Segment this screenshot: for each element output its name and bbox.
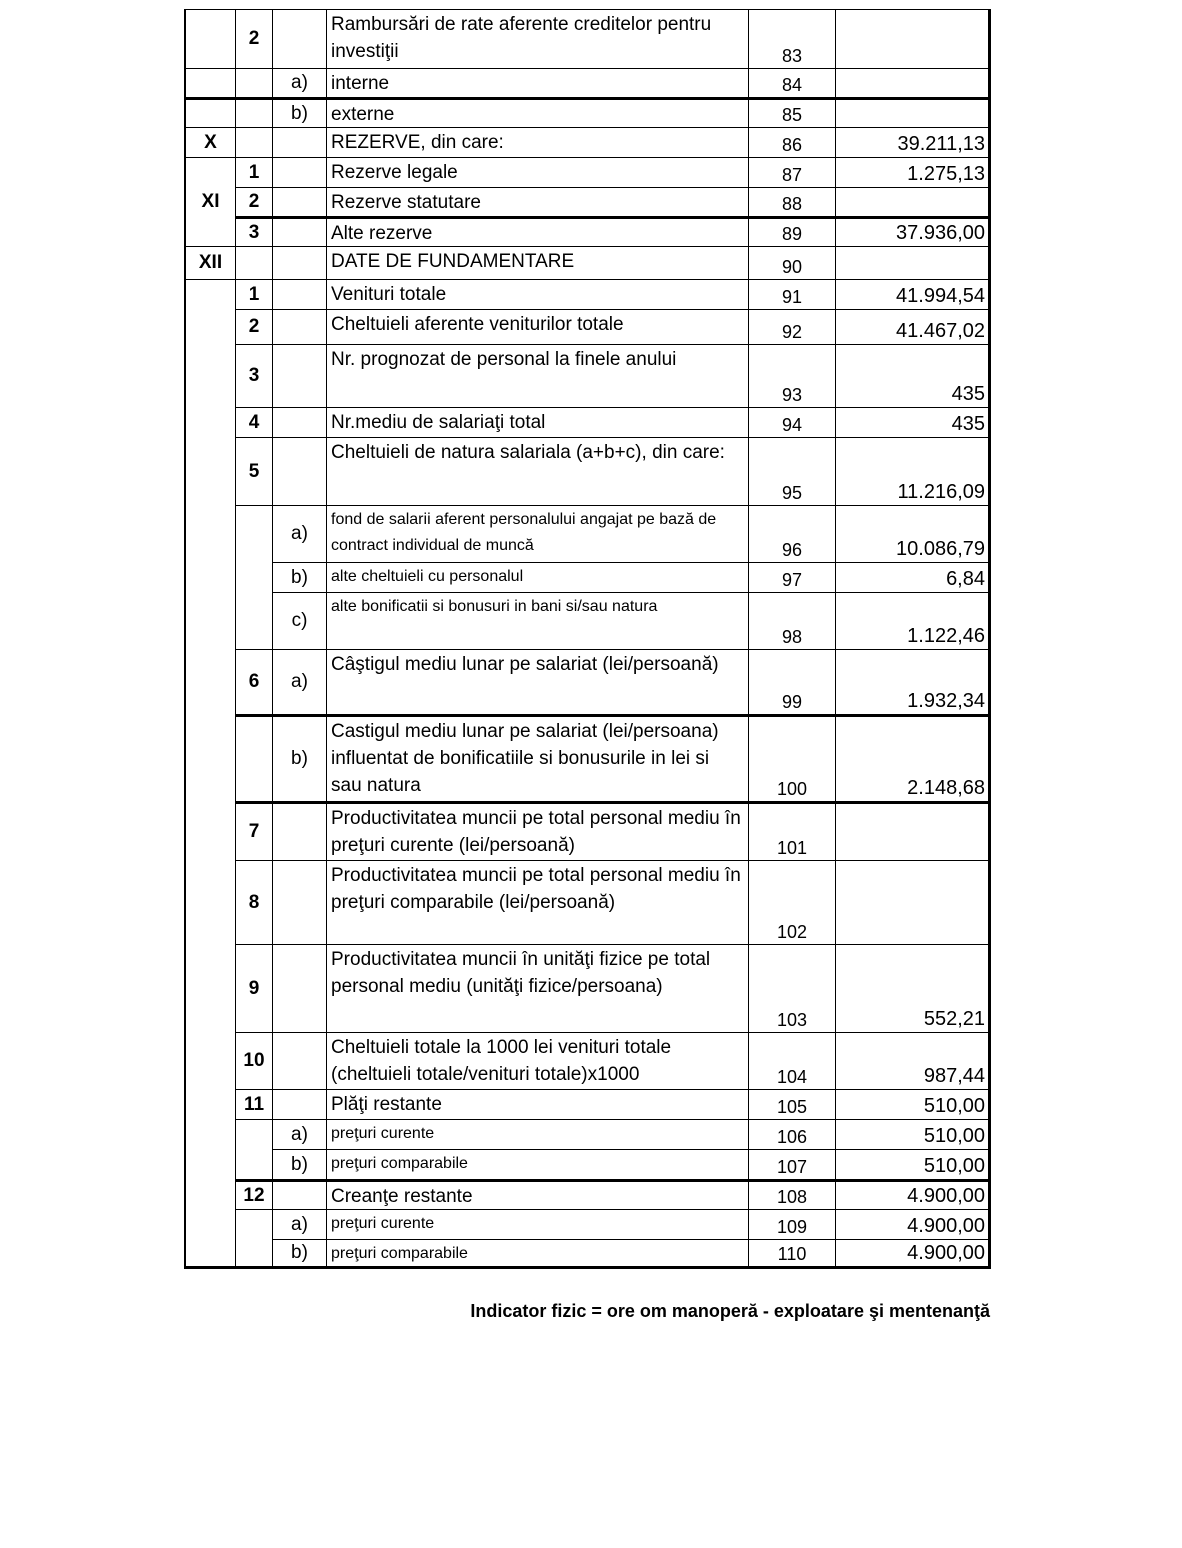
row-code-cell: 88: [748, 187, 836, 217]
sub-letter-cell: [272, 801, 327, 861]
sub-letter-cell: [272, 944, 327, 1033]
description-cell: Rambursări de rate aferente creditelor pentru investiţii: [326, 9, 749, 69]
item-number-cell: [235, 68, 273, 98]
value-cell: [835, 246, 991, 280]
description-cell: Castigul mediu lunar pe salariat (lei/persoana) influentat de bonificatiile si bonusurile in lei si sau natura: [326, 714, 749, 802]
item-number-cell: 11: [235, 1089, 273, 1120]
sub-letter-cell: [272, 9, 327, 69]
row-code-cell: 105: [748, 1089, 836, 1120]
description-cell: REZERVE, din care:: [326, 127, 749, 158]
row-code-cell: 86: [748, 127, 836, 158]
sub-letter-cell: [272, 344, 327, 408]
item-number-cell: 2: [235, 309, 273, 345]
row-code-cell: 84: [748, 68, 836, 98]
value-cell: [835, 97, 991, 128]
row-code-cell: 96: [748, 505, 836, 563]
value-cell: 10.086,79: [835, 505, 991, 563]
description-cell: Cheltuieli aferente veniturilor totale: [326, 309, 749, 345]
item-number-cell: 1: [235, 279, 273, 310]
row-code-cell: 92: [748, 309, 836, 345]
item-number-cell: [235, 714, 273, 802]
row-code-cell: 87: [748, 157, 836, 188]
row-code-cell: 94: [748, 407, 836, 438]
value-cell: 435: [835, 344, 991, 408]
sub-letter-cell: [272, 127, 327, 158]
sub-letter-cell: [272, 437, 327, 506]
item-number-cell: 1: [235, 157, 273, 188]
item-number-cell: 2: [235, 9, 273, 69]
description-cell: Rezerve legale: [326, 157, 749, 188]
section-roman-cell: [184, 9, 236, 69]
row-code-cell: 89: [748, 216, 836, 247]
item-number-cell: [235, 127, 273, 158]
row-code-cell: 83: [748, 9, 836, 69]
row-code-cell: 103: [748, 944, 836, 1033]
item-number-cell: [235, 97, 273, 128]
value-cell: [835, 68, 991, 98]
item-number-cell: [235, 505, 273, 650]
item-number-cell: 2: [235, 187, 273, 217]
sub-letter-cell: [272, 1089, 327, 1120]
description-cell: preţuri comparabile: [326, 1149, 749, 1180]
description-cell: DATE DE FUNDAMENTARE: [326, 246, 749, 280]
item-number-cell: 3: [235, 216, 273, 247]
row-code-cell: 102: [748, 860, 836, 945]
row-code-cell: 109: [748, 1209, 836, 1240]
description-cell: preţuri curente: [326, 1119, 749, 1150]
value-cell: 435: [835, 407, 991, 438]
sub-letter-cell: b): [272, 1149, 327, 1180]
description-cell: Productivitatea muncii pe total personal mediu în preţuri curente (lei/persoană): [326, 801, 749, 861]
value-cell: 510,00: [835, 1119, 991, 1150]
description-cell: Nr.mediu de salariaţi total: [326, 407, 749, 438]
row-code-cell: 110: [748, 1239, 836, 1269]
sub-letter-cell: b): [272, 714, 327, 802]
row-code-cell: 108: [748, 1179, 836, 1210]
sub-letter-cell: b): [272, 97, 327, 128]
sub-letter-cell: [272, 187, 327, 217]
value-cell: 987,44: [835, 1032, 991, 1090]
value-cell: 37.936,00: [835, 216, 991, 247]
value-cell: 2.148,68: [835, 714, 991, 802]
sub-letter-cell: [272, 216, 327, 247]
description-cell: alte cheltuieli cu personalul: [326, 562, 749, 593]
description-cell: Nr. prognozat de personal la finele anului: [326, 344, 749, 408]
description-cell: Alte rezerve: [326, 216, 749, 247]
description-cell: preţuri curente: [326, 1209, 749, 1240]
description-cell: Productivitatea muncii în unităţi fizice pe total personal mediu (unităţi fizice/persoana): [326, 944, 749, 1033]
item-number-cell: 5: [235, 437, 273, 506]
sub-letter-cell: [272, 860, 327, 945]
sub-letter-cell: a): [272, 1119, 327, 1150]
section-roman-cell: [184, 279, 236, 1269]
row-code-cell: 99: [748, 649, 836, 715]
row-code-cell: 101: [748, 801, 836, 861]
row-code-cell: 95: [748, 437, 836, 506]
section-roman-cell: [184, 97, 236, 128]
item-number-cell: 8: [235, 860, 273, 945]
description-cell: Productivitatea muncii pe total personal mediu în preţuri comparabile (lei/persoană): [326, 860, 749, 945]
description-cell: Cheltuieli de natura salariala (a+b+c), din care:: [326, 437, 749, 506]
row-code-cell: 90: [748, 246, 836, 280]
section-roman-cell: [184, 68, 236, 98]
sub-letter-cell: [272, 407, 327, 438]
sub-letter-cell: b): [272, 1239, 327, 1269]
description-cell: preţuri comparabile: [326, 1239, 749, 1269]
item-number-cell: 4: [235, 407, 273, 438]
value-cell: 11.216,09: [835, 437, 991, 506]
footnote-physical-indicator: Indicator fizic = ore om manoperă - exploatare şi mentenanţă: [470, 1301, 990, 1321]
description-cell: Cheltuieli totale la 1000 lei venituri totale (cheltuieli totale/venituri totale)x1000: [326, 1032, 749, 1090]
value-cell: 510,00: [835, 1089, 991, 1120]
item-number-cell: [235, 1209, 273, 1269]
description-cell: Plăţi restante: [326, 1089, 749, 1120]
sub-letter-cell: [272, 309, 327, 345]
value-cell: [835, 860, 991, 945]
description-cell: Venituri totale: [326, 279, 749, 310]
item-number-cell: 12: [235, 1179, 273, 1210]
row-code-cell: 85: [748, 97, 836, 128]
sub-letter-cell: [272, 1032, 327, 1090]
sub-letter-cell: b): [272, 562, 327, 593]
row-code-cell: 91: [748, 279, 836, 310]
sub-letter-cell: c): [272, 592, 327, 650]
description-cell: Creanţe restante: [326, 1179, 749, 1210]
description-cell: Rezerve statutare: [326, 187, 749, 217]
sub-letter-cell: a): [272, 505, 327, 563]
description-cell: alte bonificatii si bonusuri in bani si/sau natura: [326, 592, 749, 650]
sub-letter-cell: a): [272, 1209, 327, 1240]
sub-letter-cell: [272, 157, 327, 188]
section-roman-cell: XII: [184, 246, 236, 280]
value-cell: 39.211,13: [835, 127, 991, 158]
row-code-cell: 106: [748, 1119, 836, 1150]
value-cell: 1.275,13: [835, 157, 991, 188]
row-code-cell: 104: [748, 1032, 836, 1090]
value-cell: 552,21: [835, 944, 991, 1033]
description-cell: Câştigul mediu lunar pe salariat (lei/persoană): [326, 649, 749, 715]
item-number-cell: 3: [235, 344, 273, 408]
description-cell: fond de salarii aferent personalului angajat pe bază de contract individual de muncă: [326, 505, 749, 563]
row-code-cell: 100: [748, 714, 836, 802]
item-number-cell: 6: [235, 649, 273, 715]
sub-letter-cell: a): [272, 68, 327, 98]
item-number-cell: [235, 246, 273, 280]
row-code-cell: 93: [748, 344, 836, 408]
value-cell: [835, 801, 991, 861]
description-cell: interne: [326, 68, 749, 98]
value-cell: 510,00: [835, 1149, 991, 1180]
item-number-cell: [235, 1119, 273, 1180]
value-cell: [835, 187, 991, 217]
sub-letter-cell: [272, 279, 327, 310]
value-cell: 41.994,54: [835, 279, 991, 310]
value-cell: 4.900,00: [835, 1239, 991, 1269]
value-cell: 4.900,00: [835, 1209, 991, 1240]
sub-letter-cell: a): [272, 649, 327, 715]
sub-letter-cell: [272, 246, 327, 280]
item-number-cell: 9: [235, 944, 273, 1033]
row-code-cell: 98: [748, 592, 836, 650]
value-cell: 1.122,46: [835, 592, 991, 650]
value-cell: [835, 9, 991, 69]
description-cell: externe: [326, 97, 749, 128]
row-code-cell: 97: [748, 562, 836, 593]
value-cell: 1.932,34: [835, 649, 991, 715]
item-number-cell: 7: [235, 801, 273, 861]
section-roman-cell: XI: [184, 157, 236, 247]
value-cell: 6,84: [835, 562, 991, 593]
value-cell: 4.900,00: [835, 1179, 991, 1210]
sub-letter-cell: [272, 1179, 327, 1210]
item-number-cell: 10: [235, 1032, 273, 1090]
value-cell: 41.467,02: [835, 309, 991, 345]
row-code-cell: 107: [748, 1149, 836, 1180]
section-roman-cell: X: [184, 127, 236, 158]
